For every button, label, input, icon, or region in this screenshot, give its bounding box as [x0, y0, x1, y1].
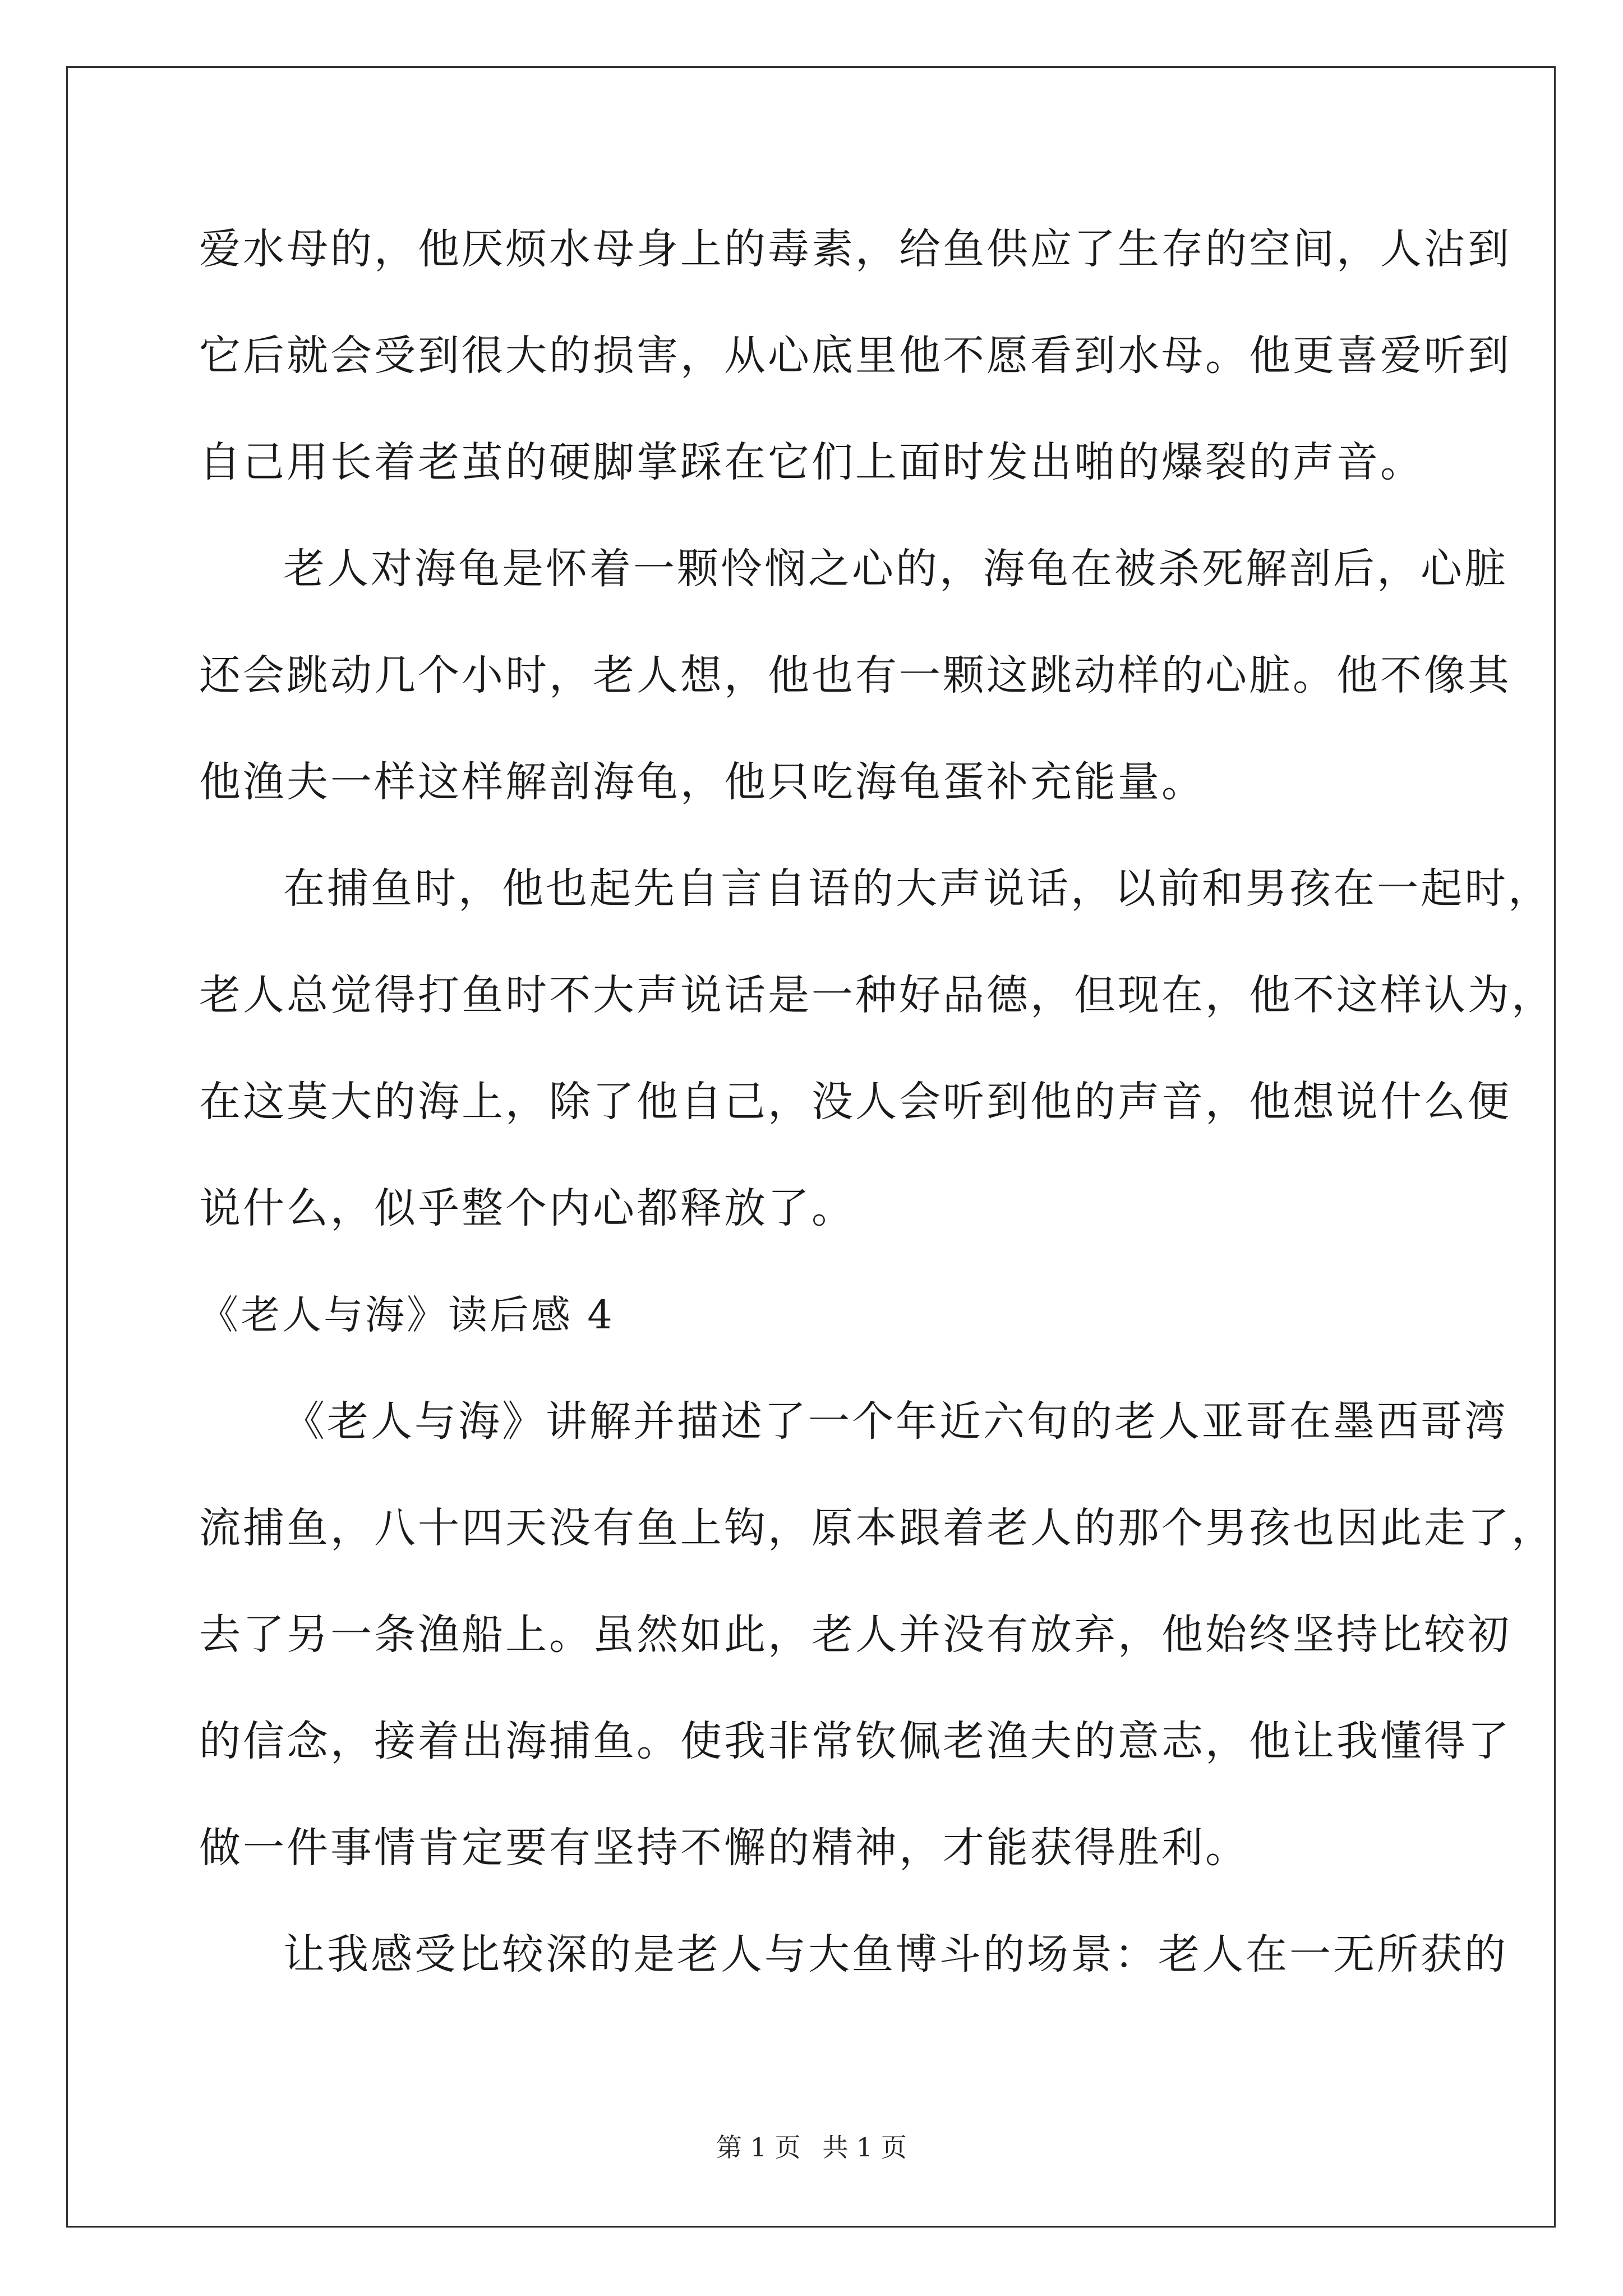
text-line: 它后就会受到很大的损害，从心底里他不愿看到水母。他更喜爱听到	[199, 332, 1511, 380]
text-line: 在这莫大的海上，除了他自己，没人会听到他的声音，他想说什么便	[199, 1078, 1511, 1126]
paragraph-start-line: 在捕鱼时，他也起先自言自语的大声说话，以前和男孩在一起时，	[283, 864, 1552, 913]
text-line: 爱水母的，他厌烦水母身上的毒素，给鱼供应了生存的空间，人沾到	[199, 225, 1511, 273]
text-line: 自己用长着老茧的硬脚掌踩在它们上面时发出啪的爆裂的声音。	[199, 438, 1424, 486]
text-line: 的信念，接着出海捕鱼。使我非常钦佩老渔夫的意志，他让我懂得了	[199, 1717, 1511, 1765]
section-heading: 《老人与海》读后感 4	[199, 1292, 615, 1338]
text-line: 说什么，似乎整个内心都释放了。	[199, 1184, 855, 1232]
page-total: 共 1 页	[822, 2132, 907, 2162]
text-line: 去了另一条渔船上。虽然如此，老人并没有放弃，他始终坚持比较初	[199, 1611, 1511, 1659]
document-body	[199, 213, 1555, 2025]
paragraph-start-line: 《老人与海》讲解并描述了一个年近六旬的老人亚哥在墨西哥湾	[283, 1397, 1508, 1446]
page-footer	[0, 2132, 1623, 2163]
page-number: 第 1 页	[716, 2132, 801, 2162]
text-line: 老人总觉得打鱼时不大声说话是一种好品德，但现在，他不这样认为，	[199, 971, 1555, 1019]
paragraph-start-line: 老人对海龟是怀着一颗怜悯之心的，海龟在被杀死解剖后，心脏	[283, 545, 1508, 593]
paragraph-start-line: 让我感受比较深的是老人与大鱼博斗的场景：老人在一无所获的	[283, 1930, 1508, 1978]
text-line: 还会跳动几个小时，老人想，他也有一颗这跳动样的心脏。他不像其	[199, 651, 1511, 700]
text-line: 流捕鱼，八十四天没有鱼上钩，原本跟着老人的那个男孩也因此走了，	[199, 1504, 1555, 1552]
text-line: 他渔夫一样这样解剖海龟，他只吃海龟蛋补充能量。	[199, 758, 1205, 806]
text-line: 做一件事情肯定要有坚持不懈的精神，才能获得胜利。	[199, 1824, 1249, 1872]
